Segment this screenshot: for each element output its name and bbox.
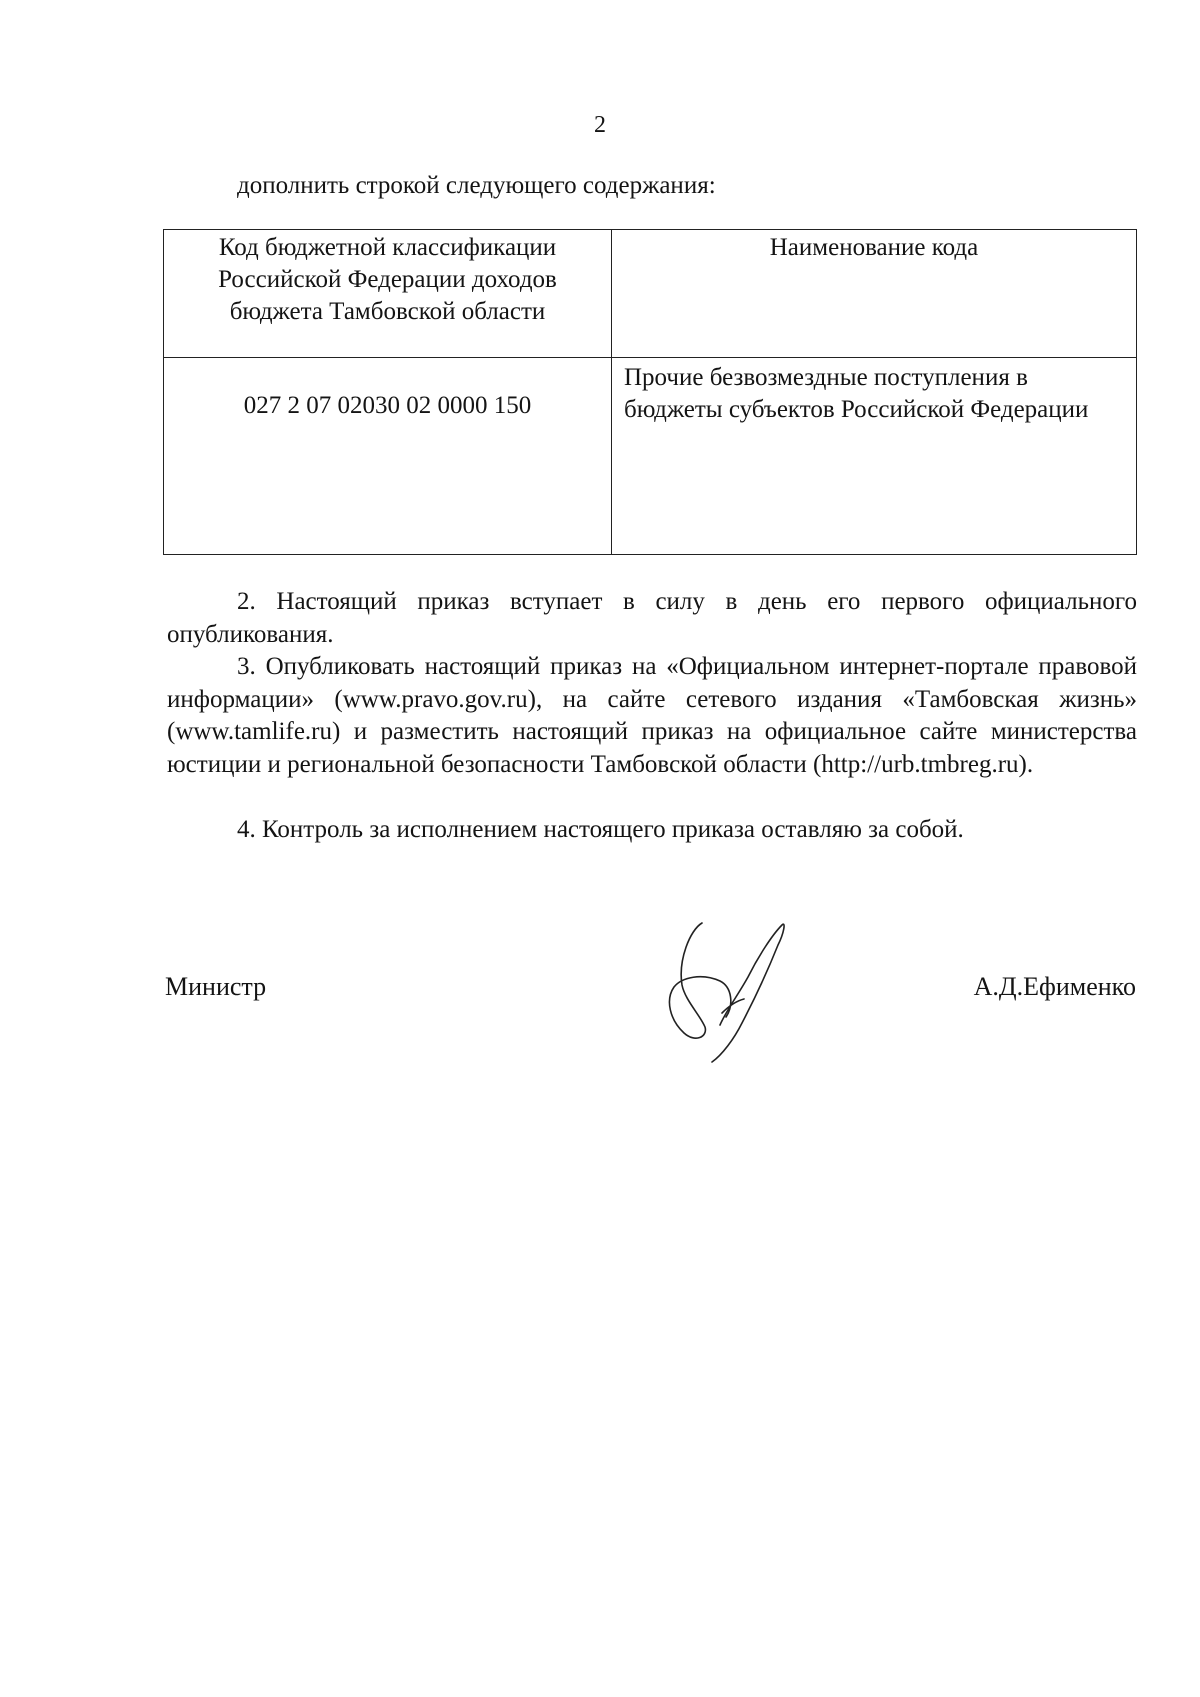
paragraph-2-text: 2. Настоящий приказ вступает в силу в день его первого официального опубликования.	[167, 588, 1137, 648]
header-code-text: Код бюджетной классификации Российской Федерации доходов бюджета Тамбовской области	[218, 234, 557, 325]
signatory-title: Министр	[165, 972, 267, 1001]
intro-text: дополнить строкой следующего содержания:	[237, 172, 716, 199]
header-name-cell	[612, 230, 1137, 358]
paragraph-4	[167, 814, 1137, 847]
header-name-text: Наименование кода	[769, 234, 979, 261]
paragraph-4-text: 4. Контроль за исполнением настоящего приказа оставляю за собой.	[237, 816, 964, 843]
paragraph-3	[167, 651, 1137, 781]
signatory-name: А.Д.Ефименко	[973, 972, 1136, 1001]
code-name: Прочие безвозмездные поступления в бюджеты субъектов Российской Федерации	[624, 364, 1089, 423]
header-code-cell	[164, 230, 612, 358]
handwritten-signature	[660, 915, 800, 1065]
table-header-row	[164, 230, 1137, 358]
name-cell	[612, 358, 1137, 555]
budget-code: 027 2 07 02030 02 0000 150	[243, 392, 532, 419]
table-row	[164, 358, 1137, 555]
code-cell	[164, 358, 612, 555]
paragraph-3-text: 3. Опубликовать настоящий приказ на «Официальном интернет-портале правовой информации» (www.pravo.gov.ru), на сайте сетевого издания «Тамбовская жизнь» (www.tamlife.ru) и разместить настоящий приказ на официальное сайте министерства юстиции и региональной безопасности Тамбовской области (http://urb.tmbreg.ru).	[167, 653, 1137, 778]
budget-code-table	[163, 229, 1137, 555]
page-number: 2	[594, 112, 606, 138]
paragraph-2	[167, 586, 1137, 651]
